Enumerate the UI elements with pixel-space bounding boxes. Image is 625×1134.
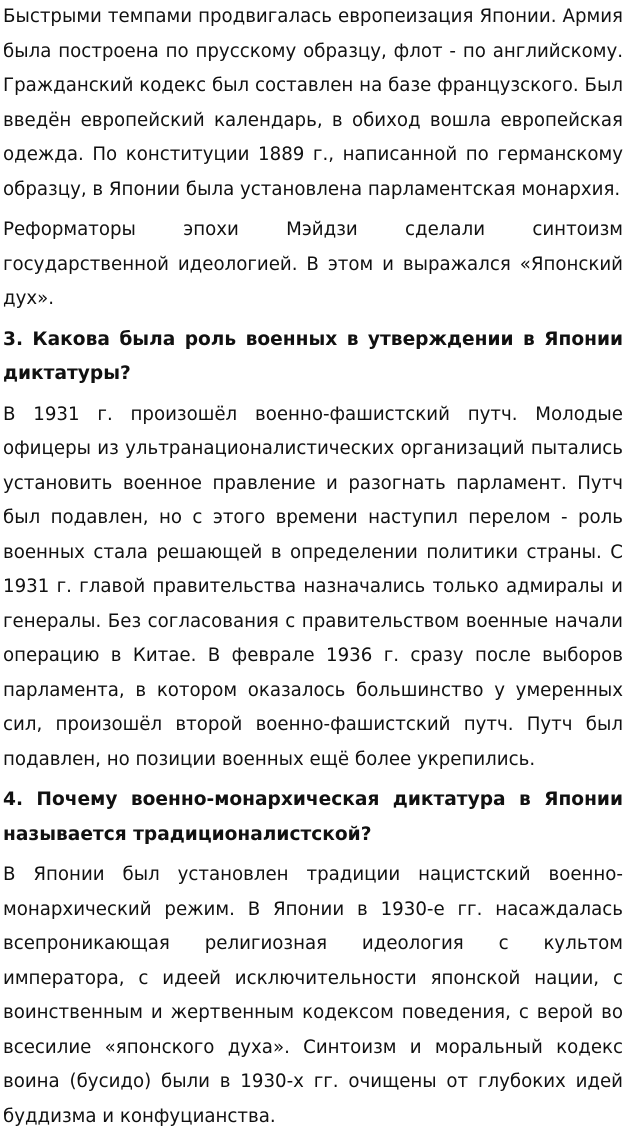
question-3-heading: 3. Какова была роль военных в утверждении в Японии диктатуры?: [3, 328, 623, 384]
answer-3-paragraph: В 1931 г. произошёл военно-фашистский путч. Молодые офицеры из ультранационалистических организаций пытались установить военное правление и разогнать парламент. Путч был подавлен, но с этого времени наступил перелом - роль военных стала решающей в определении политики страны. С 1931 г. главой правительства назначались только адмиралы и генералы. Без согласования с правительством военные начали операцию в Китае. В феврале 1936 г. сразу после выборов парламента, в котором оказалось большинство у умеренных сил, произошёл второй военно-фашистский путч. Путч был подавлен, но позиции военных ещё более укрепились.: [3, 403, 623, 770]
answer-4-paragraph: В Японии был установлен традиции нацистский военно-монархический режим. В Японии в 1930-е гг. насаждалась всепроникающая религиозная идеология с культом императора, с идеей исключительности японской нации, с воинственным и жертвенным кодексом поведения, с верой во всесилие «японского духа». Синтоизм и моральный кодекс воина (бусидо) были в 1930-х гг. очищены от глубоких идей буддизма и конфуцианства.: [3, 864, 623, 1127]
question-4-heading: 4. Почему военно-монархическая диктатура в Японии называется традиционалистской?: [3, 789, 623, 845]
paragraph-meiji-reformers: Реформаторы эпохи Мэйдзи сделали синтоизм государственной идеологией. В этом и выражался «Японский дух».: [3, 219, 623, 309]
paragraph-europeanization: Быстрыми темпами продвигалась европеизация Японии. Армия была построена по прусскому образцу, флот - по английскому. Гражданский кодекс был составлен на базе французского. Был введён европейский календарь, в обиход вошла европейская одежда. По конституции 1889 г., написанной по германскому образцу, в Японии была установлена парламентская монархия.: [3, 6, 623, 200]
document-page: [3, 0, 623, 1134]
